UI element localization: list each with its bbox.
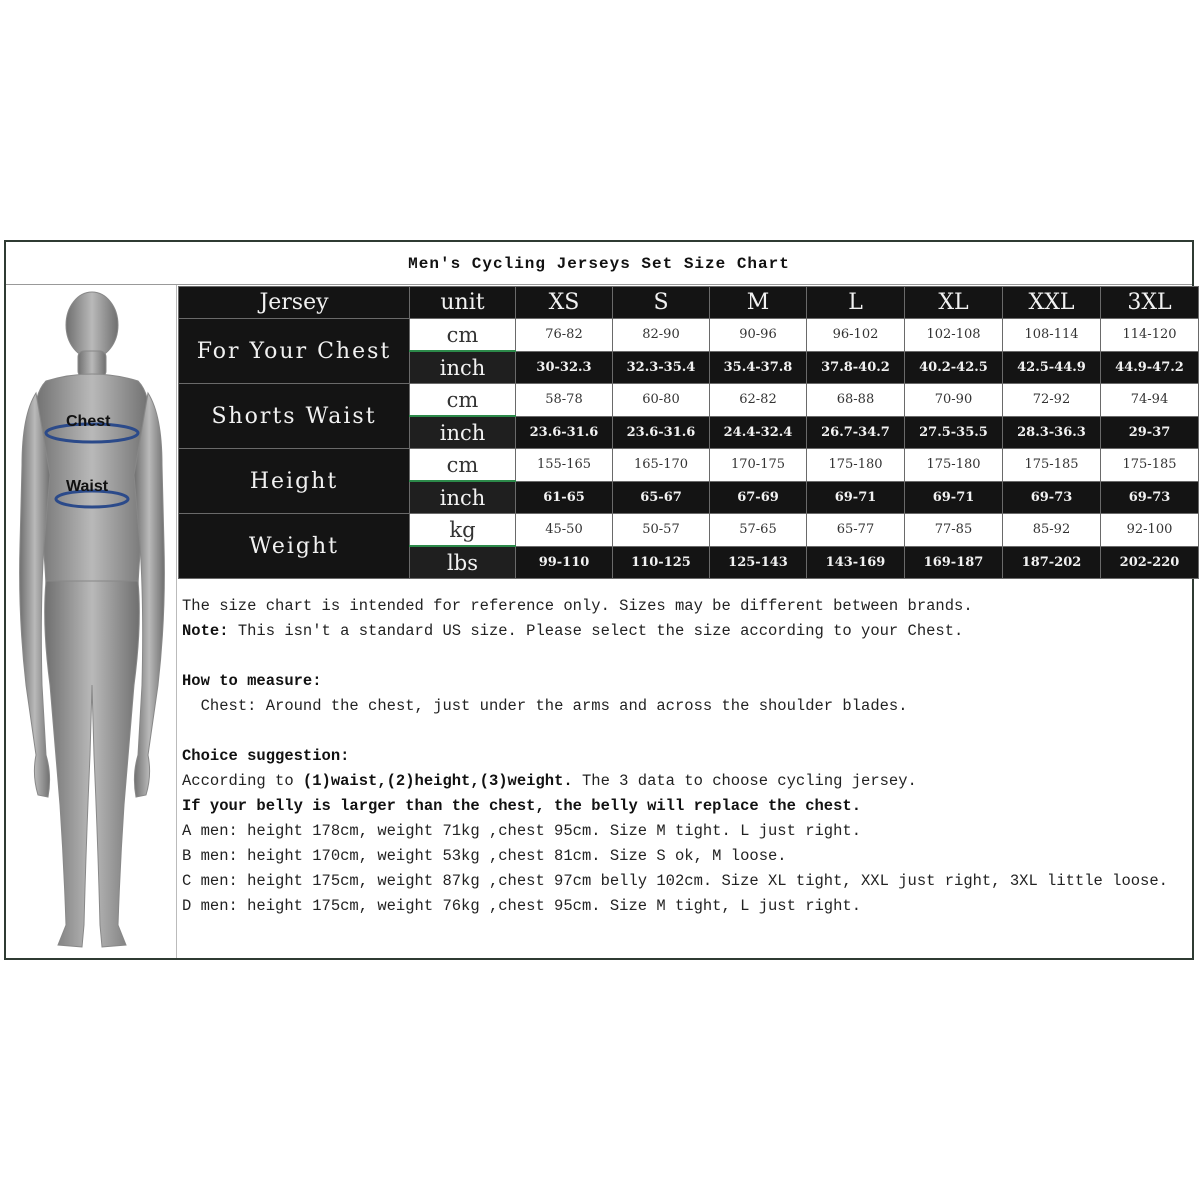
header-unit: unit	[410, 287, 516, 319]
size-value-cell: 50-57	[613, 514, 710, 547]
table-row	[179, 514, 1199, 547]
table-row	[179, 384, 1199, 417]
according-prefix: According to	[182, 772, 303, 790]
size-value-cell: 69-73	[1003, 481, 1101, 514]
header-size: XL	[905, 287, 1003, 319]
size-value-cell: 70-90	[905, 384, 1003, 417]
size-value-cell: 44.9-47.2	[1101, 351, 1199, 384]
disclaimer-text: The size chart is intended for reference only. Sizes may be different between brands.	[182, 597, 973, 615]
size-value-cell: 58-78	[516, 384, 613, 417]
size-value-cell: 35.4-37.8	[710, 351, 807, 384]
size-value-cell: 69-73	[1101, 481, 1199, 514]
size-value-cell: 68-88	[807, 384, 905, 417]
size-value-cell: 110-125	[613, 546, 710, 579]
human-silhouette-image	[6, 285, 176, 958]
note-line	[182, 619, 1192, 644]
chest-label: Chest	[66, 413, 111, 430]
example-a: A men: height 178cm, weight 71kg ,chest 95cm. Size M tight. L just right.	[182, 822, 862, 840]
row-unit: cm	[410, 384, 516, 417]
size-value-cell: 26.7-34.7	[807, 416, 905, 449]
waist-label: Waist	[66, 478, 109, 495]
size-value-cell: 62-82	[710, 384, 807, 417]
header-jersey: Jersey	[179, 287, 410, 319]
notes-section	[182, 594, 1192, 919]
row-unit: kg	[410, 514, 516, 547]
size-value-cell: 175-180	[807, 449, 905, 482]
row-unit: inch	[410, 351, 516, 384]
size-value-cell: 175-185	[1003, 449, 1101, 482]
size-value-cell: 96-102	[807, 319, 905, 352]
example-c: C men: height 175cm, weight 87kg ,chest 97cm belly 102cm. Size XL tight, XXL just right, 3XL little loose.	[182, 872, 1168, 890]
row-group-name: Shorts Waist	[179, 384, 410, 449]
size-value-cell: 114-120	[1101, 319, 1199, 352]
header-size: 3XL	[1101, 287, 1199, 319]
according-suffix: The 3 data to choose cycling jersey.	[572, 772, 917, 790]
size-value-cell: 69-71	[807, 481, 905, 514]
size-value-cell: 90-96	[710, 319, 807, 352]
size-value-cell: 23.6-31.6	[516, 416, 613, 449]
size-value-cell: 99-110	[516, 546, 613, 579]
header-size: S	[613, 287, 710, 319]
choice-suggestion-heading: Choice suggestion:	[182, 747, 350, 765]
belly-line: If your belly is larger than the chest, the belly will replace the chest.	[182, 797, 862, 815]
header-size: L	[807, 287, 905, 319]
size-value-cell: 175-180	[905, 449, 1003, 482]
note-text: This isn't a standard US size. Please select the size according to your Chest.	[228, 622, 964, 640]
size-value-cell: 169-187	[905, 546, 1003, 579]
size-value-cell: 175-185	[1101, 449, 1199, 482]
header-size: XS	[516, 287, 613, 319]
size-value-cell: 125-143	[710, 546, 807, 579]
row-unit: inch	[410, 416, 516, 449]
table-row	[179, 449, 1199, 482]
size-value-cell: 85-92	[1003, 514, 1101, 547]
size-value-cell: 72-92	[1003, 384, 1101, 417]
row-unit: cm	[410, 319, 516, 352]
size-table	[178, 286, 1199, 579]
row-unit: lbs	[410, 546, 516, 579]
size-value-cell: 37.8-40.2	[807, 351, 905, 384]
size-value-cell: 82-90	[613, 319, 710, 352]
note-label: Note:	[182, 622, 229, 640]
size-value-cell: 165-170	[613, 449, 710, 482]
size-value-cell: 69-71	[905, 481, 1003, 514]
size-value-cell: 102-108	[905, 319, 1003, 352]
according-line	[182, 769, 1192, 794]
size-value-cell: 74-94	[1101, 384, 1199, 417]
header-size: XXL	[1003, 287, 1101, 319]
size-value-cell: 28.3-36.3	[1003, 416, 1101, 449]
size-value-cell: 65-77	[807, 514, 905, 547]
size-value-cell: 202-220	[1101, 546, 1199, 579]
size-value-cell: 57-65	[710, 514, 807, 547]
size-value-cell: 23.6-31.6	[613, 416, 710, 449]
table-row	[179, 319, 1199, 352]
body-figure-panel	[6, 285, 177, 958]
size-value-cell: 24.4-32.4	[710, 416, 807, 449]
chart-title: Men's Cycling Jerseys Set Size Chart	[6, 242, 1192, 285]
row-unit: cm	[410, 449, 516, 482]
size-chart-frame	[4, 240, 1194, 960]
table-header-row	[179, 287, 1199, 319]
size-value-cell: 65-67	[613, 481, 710, 514]
size-value-cell: 27.5-35.5	[905, 416, 1003, 449]
size-value-cell: 40.2-42.5	[905, 351, 1003, 384]
row-unit: inch	[410, 481, 516, 514]
size-value-cell: 76-82	[516, 319, 613, 352]
example-d: D men: height 175cm, weight 76kg ,chest 95cm. Size M tight, L just right.	[182, 897, 862, 915]
size-value-cell: 92-100	[1101, 514, 1199, 547]
row-group-name: For Your Chest	[179, 319, 410, 384]
size-value-cell: 30-32.3	[516, 351, 613, 384]
size-value-cell: 29-37	[1101, 416, 1199, 449]
size-value-cell: 77-85	[905, 514, 1003, 547]
size-value-cell: 67-69	[710, 481, 807, 514]
size-value-cell: 61-65	[516, 481, 613, 514]
header-size: M	[710, 287, 807, 319]
example-b: B men: height 170cm, weight 53kg ,chest 81cm. Size S ok, M loose.	[182, 847, 787, 865]
according-bold: (1)waist,(2)height,(3)weight.	[302, 772, 573, 790]
size-value-cell: 155-165	[516, 449, 613, 482]
size-value-cell: 60-80	[613, 384, 710, 417]
size-value-cell: 187-202	[1003, 546, 1101, 579]
row-group-name: Height	[179, 449, 410, 514]
size-value-cell: 108-114	[1003, 319, 1101, 352]
size-value-cell: 42.5-44.9	[1003, 351, 1101, 384]
size-value-cell: 143-169	[807, 546, 905, 579]
row-group-name: Weight	[179, 514, 410, 579]
size-value-cell: 45-50	[516, 514, 613, 547]
how-to-measure-text: Chest: Around the chest, just under the arms and across the shoulder blades.	[182, 697, 908, 715]
size-value-cell: 32.3-35.4	[613, 351, 710, 384]
size-value-cell: 170-175	[710, 449, 807, 482]
how-to-measure-heading: How to measure:	[182, 672, 322, 690]
